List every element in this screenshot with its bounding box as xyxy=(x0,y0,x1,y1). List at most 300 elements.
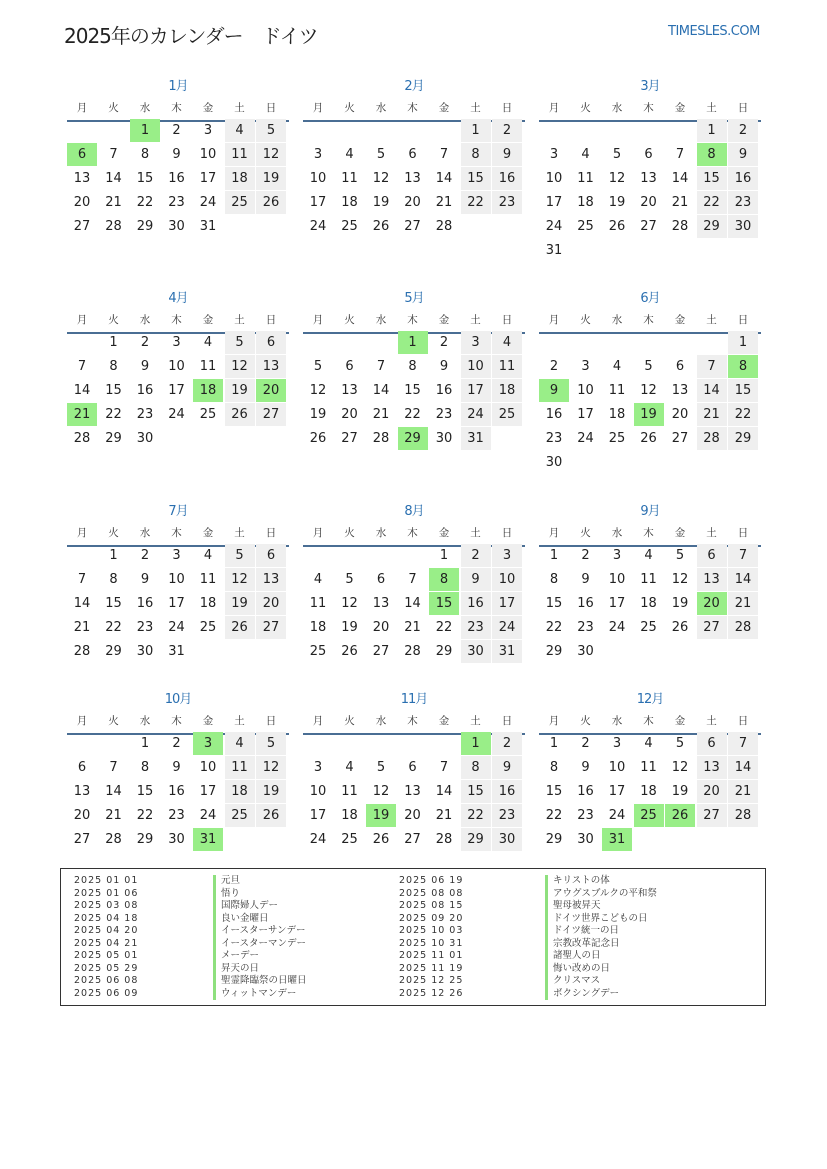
holiday-date: 2025 08 08 xyxy=(399,887,464,899)
day-cell: 1 xyxy=(109,548,118,563)
day-cell: 8 xyxy=(461,756,491,779)
holiday-cell: 21 xyxy=(67,403,97,426)
holiday-date: 2025 05 29 xyxy=(74,962,139,974)
day-cell: 10 xyxy=(461,355,491,378)
day-cell: 11 xyxy=(341,784,358,799)
holiday-cell: 19 xyxy=(366,804,396,827)
day-cell: 2 xyxy=(581,736,590,751)
day-cell: 8 xyxy=(109,359,118,374)
weekday-label: 木 xyxy=(171,527,182,539)
day-cell: 22 xyxy=(105,620,122,635)
day-cell: 7 xyxy=(697,355,727,378)
weekday-label: 火 xyxy=(580,715,591,727)
holiday-name: 昇天の日 xyxy=(213,963,259,976)
weekday-label: 水 xyxy=(375,102,387,114)
day-cell: 19 xyxy=(608,195,626,210)
day-cell: 21 xyxy=(697,403,727,426)
day-cell: 10 xyxy=(492,568,522,591)
day-cell: 5 xyxy=(225,331,255,354)
day-cell: 2 xyxy=(492,732,522,755)
weekday-label: 火 xyxy=(344,102,355,114)
day-cell: 12 xyxy=(372,171,390,186)
day-cell: 16 xyxy=(435,383,453,398)
weekday-label: 月 xyxy=(548,527,560,539)
day-cell: 11 xyxy=(225,756,255,779)
day-cell: 4 xyxy=(313,572,323,587)
weekday-label: 水 xyxy=(375,527,387,539)
holiday-cell: 18 xyxy=(193,379,223,402)
day-cell: 3 xyxy=(172,335,181,350)
weekday-label: 金 xyxy=(674,527,686,539)
weekday-label: 水 xyxy=(139,314,151,326)
day-cell: 5 xyxy=(675,736,685,751)
month-name: 1月 xyxy=(168,79,188,94)
day-cell: 26 xyxy=(608,219,626,234)
weekday-label: 金 xyxy=(438,314,450,326)
day-cell: 13 xyxy=(341,383,358,398)
weekday-label: 火 xyxy=(580,527,591,539)
holiday-cell: 1 xyxy=(398,331,428,354)
holiday-name: キリストの体 xyxy=(545,875,610,888)
day-cell: 25 xyxy=(577,219,594,234)
weekday-label: 木 xyxy=(643,102,654,114)
day-cell: 2 xyxy=(140,548,150,563)
day-cell: 28 xyxy=(105,832,122,847)
day-cell: 27 xyxy=(341,431,358,446)
day-cell: 17 xyxy=(608,784,626,799)
day-cell: 31 xyxy=(461,427,491,450)
day-cell: 28 xyxy=(671,219,689,234)
weekday-label: 火 xyxy=(580,314,591,326)
day-cell: 4 xyxy=(612,359,622,374)
day-cell: 24 xyxy=(309,832,327,847)
day-cell: 9 xyxy=(728,143,758,166)
holiday-date: 2025 08 15 xyxy=(399,900,464,911)
day-cell: 23 xyxy=(577,808,594,823)
day-cell: 22 xyxy=(105,407,122,422)
day-cell: 1 xyxy=(697,119,727,142)
day-cell: 29 xyxy=(728,427,758,450)
day-cell: 15 xyxy=(728,379,758,402)
day-cell: 9 xyxy=(172,760,181,775)
day-cell: 30 xyxy=(577,644,594,659)
month-name: 8月 xyxy=(404,504,424,519)
weekday-label: 日 xyxy=(501,314,513,326)
day-cell: 22 xyxy=(545,808,563,823)
weekday-label: 火 xyxy=(108,715,119,727)
holiday-date: 2025 12 25 xyxy=(399,975,464,986)
holiday-date: 2025 10 31 xyxy=(399,937,464,949)
day-cell: 11 xyxy=(640,572,657,587)
day-cell: 24 xyxy=(199,195,217,210)
day-cell: 2 xyxy=(140,335,150,350)
day-cell: 20 xyxy=(341,407,358,422)
weekday-label: 金 xyxy=(202,314,214,326)
day-cell: 31 xyxy=(545,243,563,258)
day-cell: 15 xyxy=(545,784,563,799)
weekday-label: 月 xyxy=(548,102,560,114)
holiday-cell: 8 xyxy=(697,143,727,166)
day-cell: 6 xyxy=(697,544,727,567)
day-cell: 12 xyxy=(225,355,255,378)
day-cell: 15 xyxy=(105,383,122,398)
weekday-label: 月 xyxy=(548,314,560,326)
weekday-label: 水 xyxy=(611,527,623,539)
day-cell: 16 xyxy=(577,784,594,799)
weekday-label: 木 xyxy=(171,314,182,326)
day-cell: 24 xyxy=(492,616,522,639)
day-cell: 25 xyxy=(640,620,657,635)
day-cell: 23 xyxy=(461,616,491,639)
day-cell: 23 xyxy=(168,195,185,210)
holiday-cell: 1 xyxy=(130,119,160,142)
day-cell: 4 xyxy=(345,147,354,162)
day-cell: 16 xyxy=(728,167,758,190)
day-cell: 29 xyxy=(461,828,491,851)
day-cell: 14 xyxy=(372,383,390,398)
day-cell: 28 xyxy=(435,832,453,847)
day-cell: 16 xyxy=(461,592,491,615)
day-cell: 16 xyxy=(492,780,522,803)
day-cell: 9 xyxy=(140,572,150,587)
month-name: 6月 xyxy=(640,291,660,306)
day-cell: 18 xyxy=(492,379,522,402)
day-cell: 20 xyxy=(372,620,390,635)
day-cell: 12 xyxy=(256,143,286,166)
weekday-label: 金 xyxy=(202,715,214,727)
day-cell: 17 xyxy=(199,784,217,799)
weekday-label: 金 xyxy=(438,715,450,727)
weekday-label: 火 xyxy=(344,527,355,539)
day-cell: 17 xyxy=(309,808,327,823)
day-cell: 11 xyxy=(225,143,255,166)
weekday-label: 木 xyxy=(171,102,182,114)
holiday-date: 2025 10 03 xyxy=(399,925,464,936)
holiday-name: 国際婦人デー xyxy=(213,900,278,913)
holiday-cell: 31 xyxy=(193,828,223,851)
day-cell: 8 xyxy=(140,147,150,162)
holiday-name: 宗教改革記念日 xyxy=(545,938,620,951)
weekday-label: 月 xyxy=(548,715,560,727)
day-cell: 25 xyxy=(341,219,358,234)
weekday-label: 木 xyxy=(171,715,182,727)
holiday-cell: 1 xyxy=(461,732,491,755)
weekday-label: 水 xyxy=(139,715,151,727)
day-cell: 16 xyxy=(136,383,154,398)
weekday-label: 日 xyxy=(737,527,749,539)
weekday-label: 日 xyxy=(265,715,277,727)
day-cell: 21 xyxy=(728,780,758,803)
weekday-label: 月 xyxy=(76,102,88,114)
day-cell: 15 xyxy=(136,171,154,186)
holiday-name: 聖母被昇天 xyxy=(545,900,601,913)
day-cell: 12 xyxy=(671,572,689,587)
day-cell: 13 xyxy=(697,756,727,779)
day-cell: 18 xyxy=(341,808,358,823)
day-cell: 21 xyxy=(728,592,758,615)
holiday-cell: 29 xyxy=(398,427,428,450)
day-cell: 15 xyxy=(105,596,122,611)
day-cell: 7 xyxy=(728,732,758,755)
day-cell: 5 xyxy=(313,359,323,374)
day-cell: 27 xyxy=(73,219,91,234)
day-cell: 23 xyxy=(168,808,185,823)
weekday-label: 月 xyxy=(312,102,324,114)
day-cell: 20 xyxy=(404,195,421,210)
holiday-date: 2025 06 08 xyxy=(74,975,139,986)
day-cell: 11 xyxy=(199,359,217,374)
day-cell: 29 xyxy=(697,215,727,238)
day-cell: 6 xyxy=(644,147,653,162)
day-cell: 5 xyxy=(675,548,685,563)
weekday-label: 木 xyxy=(407,527,418,539)
day-cell: 17 xyxy=(168,383,185,398)
day-cell: 14 xyxy=(435,784,453,799)
weekday-label: 土 xyxy=(234,102,245,114)
month-name: 4月 xyxy=(168,291,188,306)
day-cell: 20 xyxy=(73,195,91,210)
day-cell: 6 xyxy=(675,359,685,374)
day-cell: 16 xyxy=(168,171,185,186)
day-cell: 10 xyxy=(608,760,626,775)
day-cell: 3 xyxy=(203,123,213,138)
day-cell: 21 xyxy=(671,195,689,210)
brand-link[interactable]: TIMESLES.COM xyxy=(668,24,760,39)
day-cell: 27 xyxy=(404,219,421,234)
day-cell: 17 xyxy=(577,407,594,422)
day-cell: 2 xyxy=(172,123,181,138)
weekday-label: 水 xyxy=(139,527,151,539)
holiday-name: ウィットマンデー xyxy=(213,988,296,1001)
weekday-label: 水 xyxy=(375,314,387,326)
day-cell: 11 xyxy=(577,171,594,186)
day-cell: 1 xyxy=(728,331,758,354)
day-cell: 19 xyxy=(225,379,255,402)
holiday-list xyxy=(60,868,766,1006)
day-cell: 28 xyxy=(73,644,91,659)
weekday-label: 月 xyxy=(76,527,88,539)
day-cell: 8 xyxy=(109,572,118,587)
day-cell: 2 xyxy=(461,544,491,567)
weekday-label: 金 xyxy=(438,527,450,539)
holiday-date: 2025 12 26 xyxy=(399,987,464,999)
day-cell: 24 xyxy=(168,407,185,422)
day-cell: 14 xyxy=(73,383,91,398)
day-cell: 12 xyxy=(256,756,286,779)
day-cell: 27 xyxy=(697,804,727,827)
day-cell: 30 xyxy=(136,431,154,446)
day-cell: 12 xyxy=(608,171,626,186)
holiday-date: 2025 11 01 xyxy=(399,950,464,961)
day-cell: 18 xyxy=(341,195,358,210)
weekday-label: 土 xyxy=(234,314,245,326)
day-cell: 29 xyxy=(105,644,122,659)
day-cell: 20 xyxy=(256,592,286,615)
day-cell: 23 xyxy=(136,620,154,635)
month-name: 3月 xyxy=(640,79,660,94)
weekday-label: 日 xyxy=(501,527,513,539)
day-cell: 10 xyxy=(309,784,327,799)
day-cell: 5 xyxy=(345,572,354,587)
day-cell: 3 xyxy=(549,147,559,162)
day-cell: 25 xyxy=(199,620,217,635)
day-cell: 4 xyxy=(492,331,522,354)
day-cell: 6 xyxy=(408,147,417,162)
day-cell: 20 xyxy=(404,808,421,823)
day-cell: 14 xyxy=(73,596,91,611)
day-cell: 10 xyxy=(545,171,563,186)
day-cell: 7 xyxy=(109,147,118,162)
day-cell: 23 xyxy=(136,407,154,422)
day-cell: 5 xyxy=(376,147,386,162)
weekday-label: 日 xyxy=(501,715,513,727)
day-cell: 21 xyxy=(435,808,453,823)
day-cell: 10 xyxy=(168,572,185,587)
day-cell: 8 xyxy=(461,143,491,166)
day-cell: 20 xyxy=(73,808,91,823)
day-cell: 1 xyxy=(140,736,150,751)
day-cell: 19 xyxy=(671,784,689,799)
day-cell: 30 xyxy=(545,455,563,470)
day-cell: 8 xyxy=(140,760,150,775)
holiday-cell: 3 xyxy=(193,732,223,755)
weekday-label: 金 xyxy=(674,715,686,727)
day-cell: 24 xyxy=(545,219,563,234)
holiday-name: メーデー xyxy=(213,950,259,963)
day-cell: 13 xyxy=(671,383,689,398)
day-cell: 24 xyxy=(608,620,626,635)
day-cell: 28 xyxy=(435,219,453,234)
day-cell: 1 xyxy=(461,119,491,142)
day-cell: 20 xyxy=(697,780,727,803)
weekday-label: 日 xyxy=(737,102,749,114)
weekday-label: 木 xyxy=(643,527,654,539)
day-cell: 10 xyxy=(168,359,185,374)
day-cell: 27 xyxy=(256,403,286,426)
day-cell: 12 xyxy=(372,784,390,799)
day-cell: 27 xyxy=(671,431,689,446)
day-cell: 6 xyxy=(697,732,727,755)
day-cell: 14 xyxy=(105,171,122,186)
day-cell: 26 xyxy=(225,403,255,426)
day-cell: 26 xyxy=(640,431,657,446)
day-cell: 1 xyxy=(549,548,559,563)
day-cell: 23 xyxy=(577,620,594,635)
weekday-label: 土 xyxy=(706,314,717,326)
day-cell: 15 xyxy=(404,383,421,398)
day-cell: 22 xyxy=(461,191,491,214)
weekday-label: 月 xyxy=(312,527,324,539)
holiday-cell: 9 xyxy=(539,379,569,402)
day-cell: 17 xyxy=(608,596,626,611)
day-cell: 7 xyxy=(376,359,386,374)
holiday-date: 2025 04 21 xyxy=(74,937,139,949)
holiday-date: 2025 05 01 xyxy=(74,950,139,961)
holiday-cell: 19 xyxy=(634,403,664,426)
day-cell: 15 xyxy=(461,167,491,190)
day-cell: 14 xyxy=(697,379,727,402)
day-cell: 19 xyxy=(225,592,255,615)
day-cell: 21 xyxy=(105,808,122,823)
holiday-name: 悔い改めの日 xyxy=(545,963,610,976)
day-cell: 14 xyxy=(728,568,758,591)
day-cell: 24 xyxy=(461,403,491,426)
day-cell: 27 xyxy=(73,832,91,847)
day-cell: 16 xyxy=(168,784,185,799)
day-cell: 31 xyxy=(199,219,217,234)
day-cell: 28 xyxy=(105,219,122,234)
day-cell: 10 xyxy=(577,383,594,398)
day-cell: 11 xyxy=(309,596,327,611)
day-cell: 30 xyxy=(168,219,185,234)
day-cell: 12 xyxy=(225,568,255,591)
day-cell: 27 xyxy=(697,616,727,639)
day-cell: 30 xyxy=(435,431,453,446)
day-cell: 22 xyxy=(728,403,758,426)
day-cell: 26 xyxy=(309,431,327,446)
day-cell: 19 xyxy=(341,620,358,635)
day-cell: 25 xyxy=(225,804,255,827)
day-cell: 14 xyxy=(435,171,453,186)
day-cell: 7 xyxy=(439,147,449,162)
weekday-label: 水 xyxy=(139,102,151,114)
day-cell: 18 xyxy=(640,596,657,611)
day-cell: 17 xyxy=(461,379,491,402)
day-cell: 28 xyxy=(73,431,91,446)
day-cell: 18 xyxy=(225,167,255,190)
day-cell: 6 xyxy=(77,760,87,775)
weekday-label: 火 xyxy=(344,715,355,727)
weekday-label: 水 xyxy=(611,715,623,727)
day-cell: 18 xyxy=(640,784,657,799)
day-cell: 14 xyxy=(671,171,689,186)
day-cell: 23 xyxy=(435,407,453,422)
day-cell: 13 xyxy=(404,784,421,799)
day-cell: 17 xyxy=(309,195,327,210)
holiday-cell: 20 xyxy=(256,379,286,402)
holiday-date: 2025 09 20 xyxy=(399,912,464,924)
holiday-name: 諸聖人の日 xyxy=(545,950,601,963)
day-cell: 24 xyxy=(168,620,185,635)
weekday-label: 日 xyxy=(501,102,513,114)
day-cell: 23 xyxy=(728,191,758,214)
day-cell: 6 xyxy=(376,572,386,587)
day-cell: 17 xyxy=(199,171,217,186)
day-cell: 30 xyxy=(577,832,594,847)
weekday-label: 日 xyxy=(265,314,277,326)
day-cell: 10 xyxy=(199,147,217,162)
day-cell: 29 xyxy=(105,431,122,446)
holiday-name: アウグスブルクの平和祭 xyxy=(545,888,657,901)
day-cell: 22 xyxy=(404,407,421,422)
holiday-cell: 25 xyxy=(634,804,664,827)
day-cell: 31 xyxy=(492,640,522,663)
day-cell: 15 xyxy=(697,167,727,190)
day-cell: 27 xyxy=(404,832,421,847)
day-cell: 26 xyxy=(671,620,689,635)
day-cell: 23 xyxy=(492,804,522,827)
day-cell: 7 xyxy=(408,572,417,587)
day-cell: 2 xyxy=(728,119,758,142)
weekday-label: 金 xyxy=(438,102,450,114)
weekday-label: 木 xyxy=(407,314,418,326)
weekday-label: 月 xyxy=(76,314,88,326)
day-cell: 16 xyxy=(545,407,563,422)
day-cell: 4 xyxy=(225,732,255,755)
weekday-label: 火 xyxy=(344,314,355,326)
day-cell: 5 xyxy=(644,359,653,374)
day-cell: 10 xyxy=(199,760,217,775)
